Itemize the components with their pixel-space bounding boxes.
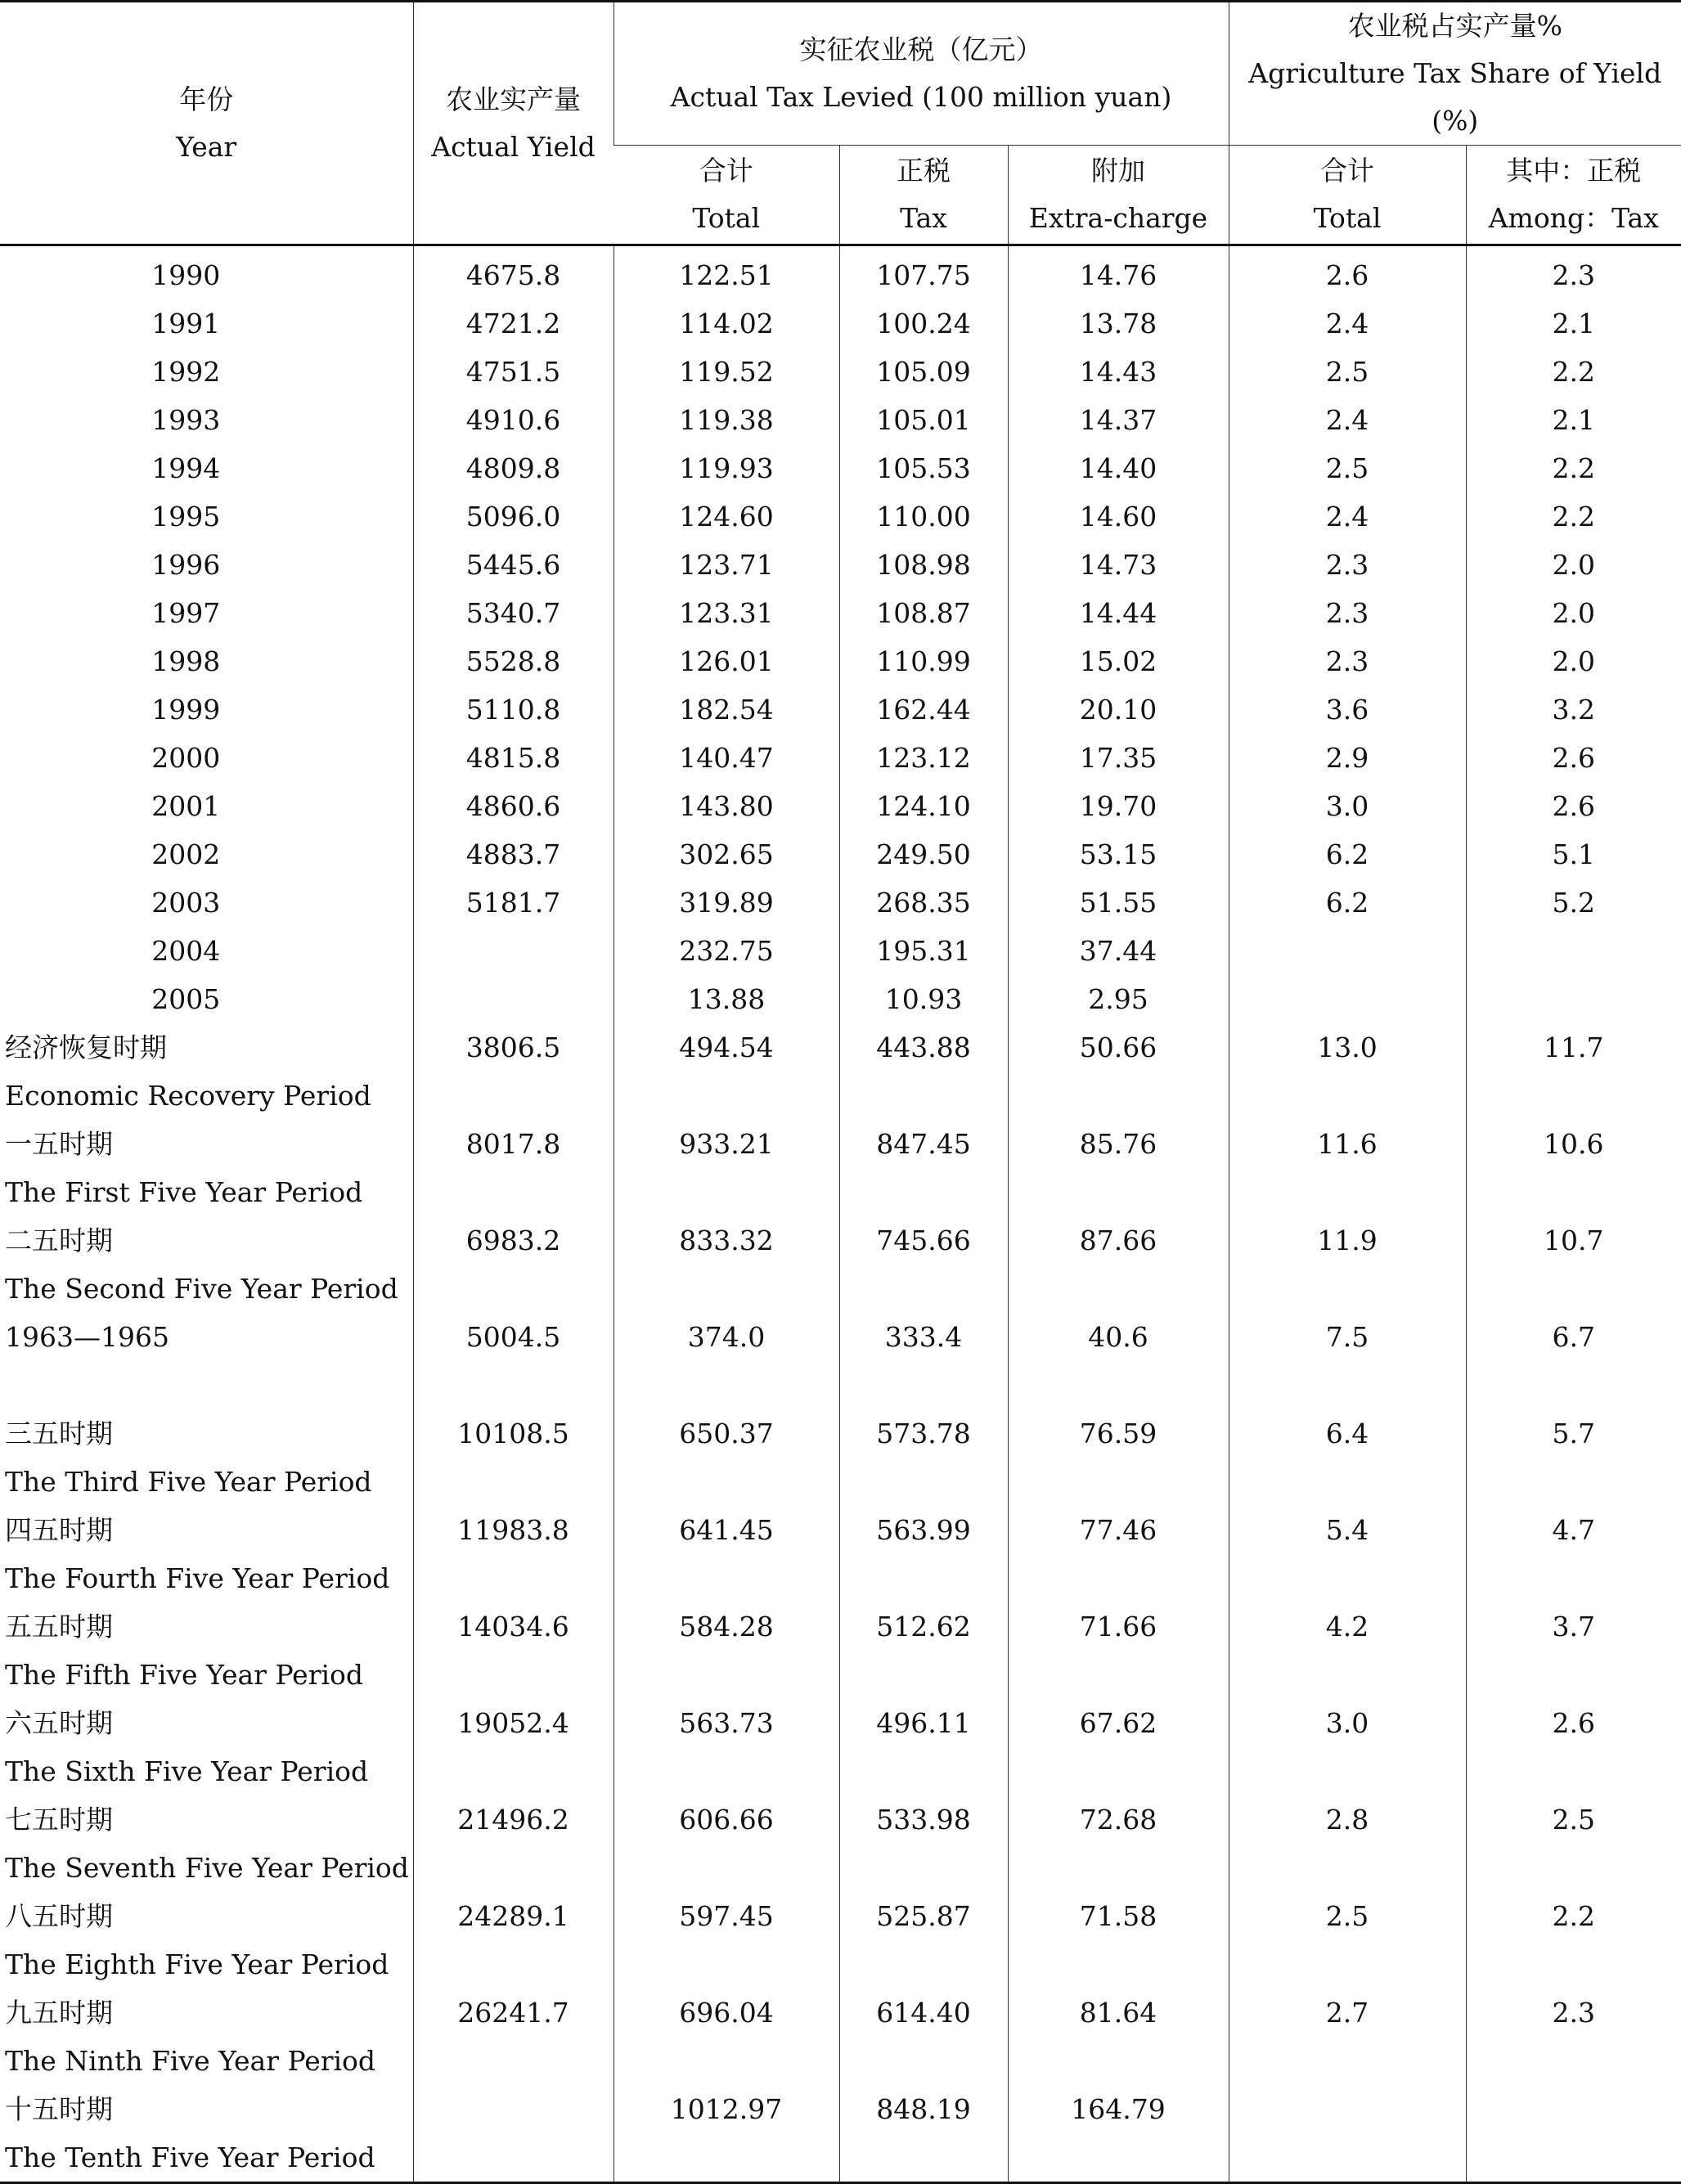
- period-row: [0, 1602, 1681, 1699]
- period-label-en: The First Five Year Period: [5, 1176, 363, 1208]
- cell-extra: 51.55: [1008, 879, 1229, 927]
- cell-share-tax: 2.1: [1466, 396, 1681, 444]
- cell-yield: 4883.7: [413, 830, 614, 879]
- table-body: [0, 245, 1681, 2183]
- row-year: 2005: [151, 983, 221, 1015]
- cell-tax: 123.12: [839, 734, 1008, 782]
- table-header: [0, 2, 1681, 245]
- cell-total: 584.28: [614, 1602, 839, 1699]
- cell-total: 232.75: [614, 927, 839, 975]
- table-row: [0, 685, 1681, 734]
- cell-share-total: 2.7: [1229, 1989, 1466, 2085]
- cell-tax: 443.88: [839, 1023, 1008, 1120]
- row-year: 2001: [151, 790, 221, 822]
- cell-share-tax: 2.3: [1466, 1989, 1681, 2085]
- cell-share-tax: 2.0: [1466, 541, 1681, 589]
- cell-extra: 76.59: [1008, 1409, 1229, 1506]
- cell-total: 1012.97: [614, 2085, 839, 2183]
- row-year: 1998: [151, 645, 221, 677]
- cell-tax: 105.53: [839, 444, 1008, 492]
- cell-total: 122.51: [614, 245, 839, 300]
- table-row: [0, 396, 1681, 444]
- header-year: 年份 Year: [176, 83, 237, 163]
- header-tax: 正税 Tax: [839, 146, 1008, 245]
- row-year: 1994: [151, 452, 221, 484]
- row-year: 1993: [151, 404, 221, 436]
- cell-share-tax: 3.2: [1466, 685, 1681, 734]
- cell-total: 374.0: [614, 1313, 839, 1409]
- cell-share-total: 3.6: [1229, 685, 1466, 734]
- period-label: [0, 1023, 413, 1120]
- cell-share-total: 3.0: [1229, 1699, 1466, 1795]
- cell-share-total: 2.5: [1229, 444, 1466, 492]
- cell-total: 606.66: [614, 1795, 839, 1892]
- cell-share-total: 5.4: [1229, 1506, 1466, 1602]
- table-row: [0, 879, 1681, 927]
- cell-total: 140.47: [614, 734, 839, 782]
- cell-total: 114.02: [614, 299, 839, 348]
- cell-extra: 164.79: [1008, 2085, 1229, 2183]
- header-tax-share-group: 农业税占实产量% Agriculture Tax Share of Yield (%): [1229, 2, 1681, 146]
- cell-tax: 614.40: [839, 1989, 1008, 2085]
- cell-yield: 5340.7: [413, 589, 614, 637]
- row-year: 1992: [151, 356, 221, 388]
- period-label-zh: 五五时期: [5, 1611, 113, 1642]
- cell-share-tax: 6.7: [1466, 1313, 1681, 1409]
- cell-extra: 14.37: [1008, 396, 1229, 444]
- cell-extra: 2.95: [1008, 975, 1229, 1023]
- cell-extra: 67.62: [1008, 1699, 1229, 1795]
- cell-total: 123.31: [614, 589, 839, 637]
- cell-share-total: 11.6: [1229, 1120, 1466, 1216]
- period-label: [0, 1699, 413, 1795]
- table-row: [0, 245, 1681, 300]
- period-row: [0, 1120, 1681, 1216]
- cell-share-total: 2.5: [1229, 348, 1466, 396]
- period-label-en: The Fifth Five Year Period: [5, 1659, 364, 1691]
- cell-share-tax: 2.2: [1466, 444, 1681, 492]
- cell-yield: 5181.7: [413, 879, 614, 927]
- cell-share-tax: 2.2: [1466, 1892, 1681, 1989]
- cell-total: 119.93: [614, 444, 839, 492]
- cell-yield: 5110.8: [413, 685, 614, 734]
- period-label: [0, 1120, 413, 1216]
- cell-share-total: [1229, 927, 1466, 975]
- cell-share-total: 6.4: [1229, 1409, 1466, 1506]
- cell-tax: 268.35: [839, 879, 1008, 927]
- cell-extra: 53.15: [1008, 830, 1229, 879]
- table-row: [0, 492, 1681, 541]
- row-year: 1997: [151, 597, 221, 629]
- cell-share-tax: 4.7: [1466, 1506, 1681, 1602]
- cell-yield: 26241.7: [413, 1989, 614, 2085]
- cell-tax: 110.99: [839, 637, 1008, 685]
- cell-share-tax: 2.1: [1466, 299, 1681, 348]
- cell-yield: 4675.8: [413, 245, 614, 300]
- cell-total: 650.37: [614, 1409, 839, 1506]
- cell-total: 119.38: [614, 396, 839, 444]
- cell-share-total: 2.4: [1229, 492, 1466, 541]
- cell-total: 124.60: [614, 492, 839, 541]
- cell-yield: 5528.8: [413, 637, 614, 685]
- cell-yield: 5096.0: [413, 492, 614, 541]
- cell-extra: 50.66: [1008, 1023, 1229, 1120]
- period-label-zh: 八五时期: [5, 1900, 113, 1932]
- cell-share-total: 2.4: [1229, 396, 1466, 444]
- cell-share-tax: 10.7: [1466, 1216, 1681, 1313]
- header-total: 合计 Total: [614, 146, 839, 245]
- cell-yield: 4815.8: [413, 734, 614, 782]
- period-label-zh: 三五时期: [5, 1418, 113, 1449]
- cell-share-tax: 2.6: [1466, 1699, 1681, 1795]
- cell-yield: 19052.4: [413, 1699, 614, 1795]
- cell-total: 494.54: [614, 1023, 839, 1120]
- cell-tax: 745.66: [839, 1216, 1008, 1313]
- period-label: [0, 1602, 413, 1699]
- period-label: [0, 1313, 413, 1409]
- cell-yield: [413, 2085, 614, 2183]
- cell-share-total: 2.3: [1229, 637, 1466, 685]
- cell-share-total: 3.0: [1229, 782, 1466, 830]
- cell-extra: 72.68: [1008, 1795, 1229, 1892]
- cell-tax: 512.62: [839, 1602, 1008, 1699]
- header-share-tax: 其中：正税 Among：Tax: [1466, 146, 1681, 245]
- cell-tax: 573.78: [839, 1409, 1008, 1506]
- cell-extra: 14.76: [1008, 245, 1229, 300]
- cell-yield: 21496.2: [413, 1795, 614, 1892]
- cell-share-tax: [1466, 975, 1681, 1023]
- cell-share-total: 7.5: [1229, 1313, 1466, 1409]
- period-label-zh: 一五时期: [5, 1128, 113, 1160]
- period-label-en: The Tenth Five Year Period: [5, 2141, 375, 2173]
- cell-extra: 71.58: [1008, 1892, 1229, 1989]
- cell-share-tax: 5.2: [1466, 879, 1681, 927]
- cell-tax: 108.98: [839, 541, 1008, 589]
- period-row: [0, 1409, 1681, 1506]
- cell-share-tax: 2.0: [1466, 637, 1681, 685]
- cell-extra: 15.02: [1008, 637, 1229, 685]
- cell-tax: 847.45: [839, 1120, 1008, 1216]
- period-label-en: [5, 1361, 413, 1409]
- cell-yield: [413, 975, 614, 1023]
- table-row: [0, 541, 1681, 589]
- cell-extra: 17.35: [1008, 734, 1229, 782]
- row-year: 1991: [151, 308, 221, 339]
- cell-share-tax: 2.5: [1466, 1795, 1681, 1892]
- table-row: [0, 734, 1681, 782]
- row-year: 2002: [151, 838, 221, 870]
- row-year: 2000: [151, 742, 221, 774]
- cell-extra: 14.60: [1008, 492, 1229, 541]
- cell-share-tax: 2.6: [1466, 782, 1681, 830]
- cell-total: 563.73: [614, 1699, 839, 1795]
- cell-yield: 8017.8: [413, 1120, 614, 1216]
- cell-extra: 14.73: [1008, 541, 1229, 589]
- cell-share-tax: [1466, 927, 1681, 975]
- cell-extra: 20.10: [1008, 685, 1229, 734]
- table-row: [0, 637, 1681, 685]
- cell-total: 143.80: [614, 782, 839, 830]
- cell-yield: [413, 927, 614, 975]
- cell-total: 696.04: [614, 1989, 839, 2085]
- cell-total: 933.21: [614, 1120, 839, 1216]
- period-row: [0, 1892, 1681, 1989]
- row-year: 1995: [151, 501, 221, 533]
- row-year: 2004: [151, 935, 221, 967]
- cell-tax: 124.10: [839, 782, 1008, 830]
- period-label-zh: 二五时期: [5, 1225, 113, 1256]
- cell-total: 123.71: [614, 541, 839, 589]
- cell-share-total: 2.5: [1229, 1892, 1466, 1989]
- cell-extra: 77.46: [1008, 1506, 1229, 1602]
- cell-share-total: 11.9: [1229, 1216, 1466, 1313]
- cell-tax: 105.09: [839, 348, 1008, 396]
- period-label: [0, 1216, 413, 1313]
- period-label-en: The Fourth Five Year Period: [5, 1562, 390, 1594]
- cell-yield: 14034.6: [413, 1602, 614, 1699]
- cell-share-tax: 5.7: [1466, 1409, 1681, 1506]
- period-label: [0, 1506, 413, 1602]
- cell-share-total: 2.9: [1229, 734, 1466, 782]
- cell-tax: 195.31: [839, 927, 1008, 975]
- cell-tax: 107.75: [839, 245, 1008, 300]
- period-label-zh: 九五时期: [5, 1997, 113, 2029]
- cell-extra: 37.44: [1008, 927, 1229, 975]
- cell-share-total: 2.3: [1229, 541, 1466, 589]
- cell-extra: 14.43: [1008, 348, 1229, 396]
- period-row: [0, 1989, 1681, 2085]
- cell-yield: 5004.5: [413, 1313, 614, 1409]
- cell-yield: 4809.8: [413, 444, 614, 492]
- cell-tax: 563.99: [839, 1506, 1008, 1602]
- period-row: [0, 1216, 1681, 1313]
- cell-share-tax: [1466, 2085, 1681, 2183]
- cell-tax: 525.87: [839, 1892, 1008, 1989]
- cell-share-tax: 2.3: [1466, 245, 1681, 300]
- period-label-en: The Seventh Five Year Period: [5, 1852, 409, 1884]
- cell-extra: 14.40: [1008, 444, 1229, 492]
- cell-extra: 71.66: [1008, 1602, 1229, 1699]
- cell-share-tax: 10.6: [1466, 1120, 1681, 1216]
- cell-share-tax: 11.7: [1466, 1023, 1681, 1120]
- cell-share-total: 6.2: [1229, 879, 1466, 927]
- cell-total: 13.88: [614, 975, 839, 1023]
- cell-share-tax: 2.2: [1466, 348, 1681, 396]
- period-label-zh: 1963—1965: [5, 1321, 169, 1353]
- period-row: [0, 2085, 1681, 2183]
- cell-yield: 4751.5: [413, 348, 614, 396]
- table-row: [0, 589, 1681, 637]
- period-label-en: The Sixth Five Year Period: [5, 1755, 369, 1787]
- cell-share-tax: 3.7: [1466, 1602, 1681, 1699]
- table-row: [0, 782, 1681, 830]
- cell-share-tax: 2.0: [1466, 589, 1681, 637]
- period-label-en: The Eighth Five Year Period: [5, 1948, 389, 1980]
- cell-share-total: 2.6: [1229, 245, 1466, 300]
- period-row: [0, 1699, 1681, 1795]
- cell-share-total: [1229, 975, 1466, 1023]
- cell-share-total: 2.8: [1229, 1795, 1466, 1892]
- table-row: [0, 348, 1681, 396]
- cell-total: 126.01: [614, 637, 839, 685]
- period-label: [0, 1989, 413, 2085]
- cell-share-tax: 5.1: [1466, 830, 1681, 879]
- period-row: [0, 1506, 1681, 1602]
- cell-extra: 81.64: [1008, 1989, 1229, 2085]
- period-label-en: The Second Five Year Period: [5, 1273, 398, 1305]
- cell-share-tax: 2.6: [1466, 734, 1681, 782]
- cell-total: 182.54: [614, 685, 839, 734]
- row-year: 1996: [151, 549, 221, 581]
- period-label-zh: 四五时期: [5, 1514, 113, 1546]
- header-share-total: 合计 Total: [1229, 146, 1466, 245]
- period-label-en: Economic Recovery Period: [5, 1080, 371, 1112]
- cell-total: 119.52: [614, 348, 839, 396]
- cell-yield: 11983.8: [413, 1506, 614, 1602]
- cell-tax: 110.00: [839, 492, 1008, 541]
- cell-share-tax: 2.2: [1466, 492, 1681, 541]
- header-extra-charge: 附加 Extra-charge: [1008, 146, 1229, 245]
- cell-extra: 14.44: [1008, 589, 1229, 637]
- cell-total: 833.32: [614, 1216, 839, 1313]
- table-row: [0, 830, 1681, 879]
- cell-yield: 5445.6: [413, 541, 614, 589]
- cell-extra: 85.76: [1008, 1120, 1229, 1216]
- row-year: 1990: [151, 259, 221, 291]
- cell-tax: 100.24: [839, 299, 1008, 348]
- cell-share-total: 6.2: [1229, 830, 1466, 879]
- period-label: [0, 1409, 413, 1506]
- period-row: [0, 1313, 1681, 1409]
- table-row: [0, 927, 1681, 975]
- period-label-zh: 经济恢复时期: [5, 1031, 167, 1063]
- header-tax-levied-group: 实征农业税（亿元） Actual Tax Levied (100 million yuan): [614, 2, 1229, 146]
- cell-extra: 13.78: [1008, 299, 1229, 348]
- period-label: [0, 1892, 413, 1989]
- cell-share-total: 2.4: [1229, 299, 1466, 348]
- row-year: 1999: [151, 694, 221, 726]
- cell-share-total: [1229, 2085, 1466, 2183]
- cell-yield: 24289.1: [413, 1892, 614, 1989]
- cell-extra: 40.6: [1008, 1313, 1229, 1409]
- cell-total: 302.65: [614, 830, 839, 879]
- cell-total: 319.89: [614, 879, 839, 927]
- period-label-zh: 十五时期: [5, 2093, 113, 2125]
- period-row: [0, 1023, 1681, 1120]
- table-row: [0, 444, 1681, 492]
- table-row: [0, 299, 1681, 348]
- cell-yield: 4910.6: [413, 396, 614, 444]
- period-label-zh: 六五时期: [5, 1707, 113, 1739]
- cell-share-total: 2.3: [1229, 589, 1466, 637]
- cell-tax: 249.50: [839, 830, 1008, 879]
- table-row: [0, 975, 1681, 1023]
- cell-share-total: 13.0: [1229, 1023, 1466, 1120]
- cell-yield: 6983.2: [413, 1216, 614, 1313]
- cell-tax: 333.4: [839, 1313, 1008, 1409]
- cell-tax: 533.98: [839, 1795, 1008, 1892]
- cell-tax: 848.19: [839, 2085, 1008, 2183]
- cell-total: 641.45: [614, 1506, 839, 1602]
- cell-total: 597.45: [614, 1892, 839, 1989]
- cell-yield: 4721.2: [413, 299, 614, 348]
- cell-yield: 10108.5: [413, 1409, 614, 1506]
- period-label: [0, 2085, 413, 2183]
- cell-share-total: 4.2: [1229, 1602, 1466, 1699]
- period-label: [0, 1795, 413, 1892]
- period-label-zh: 七五时期: [5, 1804, 113, 1836]
- cell-extra: 87.66: [1008, 1216, 1229, 1313]
- row-year: 2003: [151, 887, 221, 919]
- cell-tax: 162.44: [839, 685, 1008, 734]
- cell-tax: 105.01: [839, 396, 1008, 444]
- cell-tax: 108.87: [839, 589, 1008, 637]
- cell-tax: 10.93: [839, 975, 1008, 1023]
- period-label-en: The Third Five Year Period: [5, 1466, 372, 1498]
- cell-yield: 4860.6: [413, 782, 614, 830]
- header-actual-yield: 农业实产量 Actual Yield: [413, 2, 614, 245]
- cell-yield: 3806.5: [413, 1023, 614, 1120]
- cell-extra: 19.70: [1008, 782, 1229, 830]
- period-label-en: The Ninth Five Year Period: [5, 2045, 376, 2077]
- cell-tax: 496.11: [839, 1699, 1008, 1795]
- period-row: [0, 1795, 1681, 1892]
